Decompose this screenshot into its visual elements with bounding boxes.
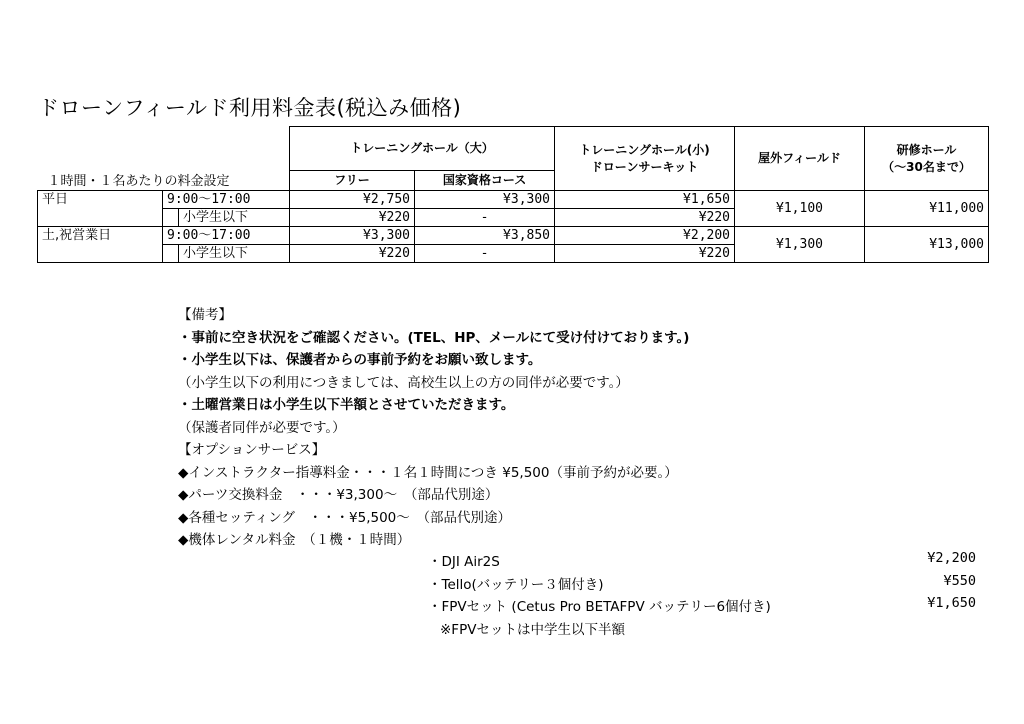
price-free: ¥3,300 bbox=[290, 227, 415, 245]
price-seminar: ¥13,000 bbox=[865, 227, 989, 263]
time-label: 9:00～17:00 bbox=[163, 191, 290, 209]
header-seminar-label: 研修ホール bbox=[896, 142, 957, 157]
option-line: ◆各種セッティング ・・・¥5,500～ （部品代別途） bbox=[178, 509, 512, 526]
rental-name: ・FPVセット (Cetus Pro BETAFPV バッテリー6個付き) bbox=[428, 599, 771, 615]
day-label: 平日 bbox=[38, 191, 163, 209]
price-small: ¥1,650 bbox=[555, 191, 735, 209]
price-small: ¥220 bbox=[555, 245, 735, 263]
rental-price: ¥550 bbox=[943, 573, 976, 589]
note-line: ・小学生以下は、保護者からの事前予約をお願い致します。 bbox=[178, 352, 542, 368]
notes-heading: 【備考】 bbox=[178, 307, 232, 323]
header-seminar bbox=[865, 127, 989, 191]
rental-item bbox=[428, 573, 976, 593]
option-line: ◆インストラクター指導料金・・・１名１時間につき ¥5,500（事前予約が必要。） bbox=[178, 464, 678, 481]
table-caption: １時間・１名あたりの料金設定 bbox=[38, 171, 290, 191]
child-label: 小学生以下 bbox=[179, 245, 290, 263]
header-drone-circuit-label: ドローンサーキット bbox=[590, 159, 699, 174]
header-training-small bbox=[555, 127, 735, 191]
note-line: （保護者同伴が必要です。） bbox=[178, 419, 346, 436]
header-outdoor: 屋外フィールド bbox=[735, 127, 865, 191]
price-small: ¥220 bbox=[555, 209, 735, 227]
price-national: - bbox=[415, 245, 555, 263]
rental-item bbox=[428, 595, 976, 615]
option-line: ◆機体レンタル料金 （１機・１時間） bbox=[178, 532, 411, 548]
price-national: - bbox=[415, 209, 555, 227]
rental-name: ・Tello(バッテリー３個付き) bbox=[428, 577, 604, 593]
rental-price: ¥1,650 bbox=[927, 595, 976, 611]
options-heading: 【オプションサービス】 bbox=[178, 442, 326, 458]
note-line: ・土曜営業日は小学生以下半額とさせていただきます。 bbox=[178, 397, 515, 413]
day-label: 土,祝営業日 bbox=[38, 227, 163, 245]
rental-name: ・DJI Air2S bbox=[428, 554, 500, 570]
notes-section bbox=[178, 304, 689, 552]
price-outdoor: ¥1,300 bbox=[735, 227, 865, 263]
header-training-small-label: トレーニングホール(小) bbox=[579, 142, 710, 157]
price-free: ¥220 bbox=[290, 209, 415, 227]
price-national: ¥3,300 bbox=[415, 191, 555, 209]
rental-price: ¥2,200 bbox=[927, 550, 976, 566]
price-outdoor: ¥1,100 bbox=[735, 191, 865, 227]
child-label: 小学生以下 bbox=[179, 209, 290, 227]
page-title: ドローンフィールド利用料金表(税込み価格) bbox=[38, 96, 462, 120]
note-line: ・事前に空き状況をご確認ください。(TEL、HP、メールにて受け付けております。) bbox=[178, 329, 690, 346]
fee-table bbox=[37, 126, 989, 263]
header-national: 国家資格コース bbox=[415, 171, 555, 191]
price-seminar: ¥11,000 bbox=[865, 191, 989, 227]
option-line: ◆パーツ交換料金 ・・・¥3,300～ （部品代別途） bbox=[178, 487, 499, 503]
rental-footnote: ※FPVセットは中学生以下半額 bbox=[440, 622, 625, 638]
rental-item bbox=[428, 550, 976, 570]
price-small: ¥2,200 bbox=[555, 227, 735, 245]
header-training-large: トレーニングホール（大） bbox=[290, 127, 555, 171]
price-free: ¥220 bbox=[290, 245, 415, 263]
price-free: ¥2,750 bbox=[290, 191, 415, 209]
header-free: フリー bbox=[290, 171, 415, 191]
time-label: 9:00～17:00 bbox=[163, 227, 290, 245]
note-line: （小学生以下の利用につきましては、高校生以上の方の同伴が必要です。） bbox=[178, 374, 629, 391]
header-seminar-capacity: （～30名まで） bbox=[882, 159, 971, 174]
price-national: ¥3,850 bbox=[415, 227, 555, 245]
